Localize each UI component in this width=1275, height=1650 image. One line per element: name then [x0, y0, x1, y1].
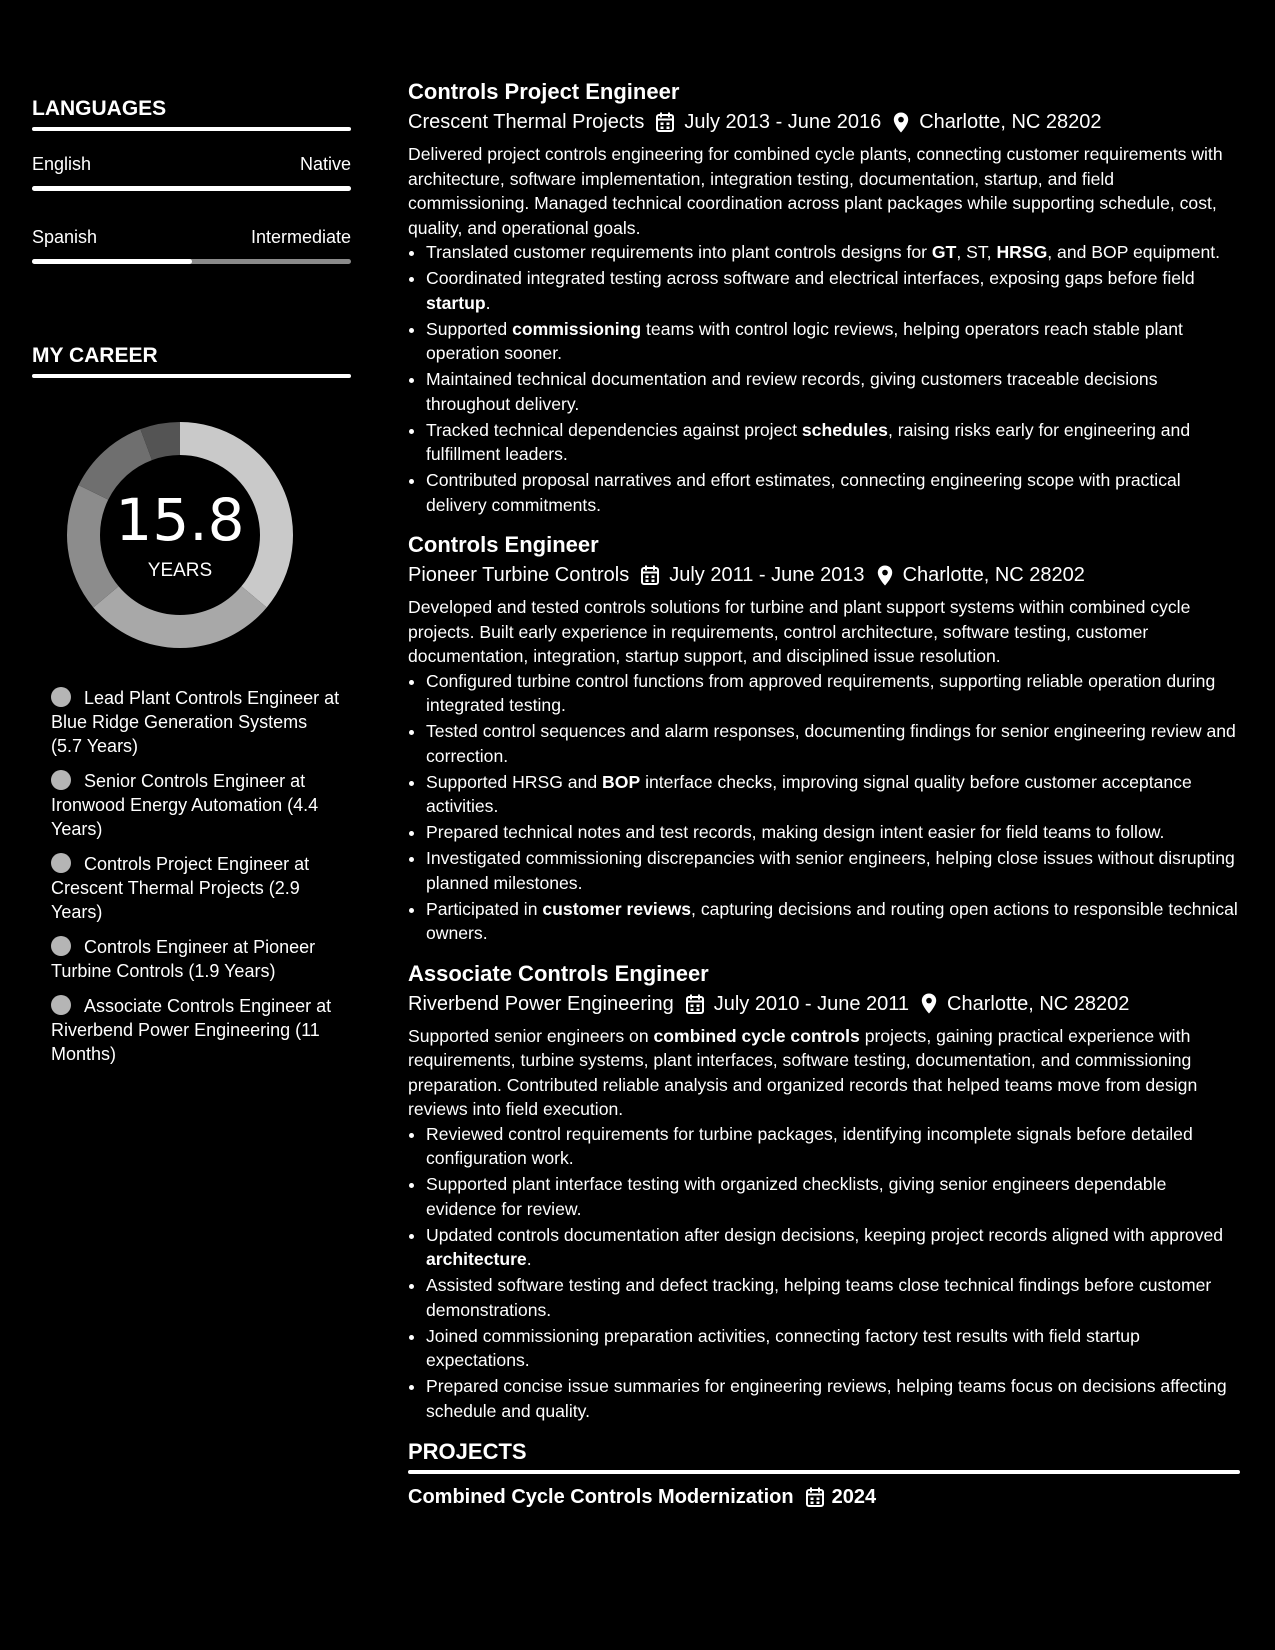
location-pin-icon [893, 112, 909, 133]
career-role-text: Lead Plant Controls Engineer at Blue Ridge Generation Systems (5.7 Years) [51, 688, 340, 756]
job-description: Delivered project controls engineering for combined cycle plants, connecting customer requirements with architecture, software implementation, integration testing, documentation, startup, and field commissioning. Managed technical coordination across plant packages while supporting schedule, cost, quality, and operational goals. [408, 144, 1223, 238]
language-item [32, 153, 351, 191]
career-role-text: Controls Engineer at Pioneer Turbine Controls (1.9 Years) [51, 937, 316, 981]
job-bullet: • Prepared concise issue summaries for engineering reviews, helping teams focus on decisions affecting schedule and quality. [426, 1374, 1240, 1423]
project-name: Combined Cycle Controls Modernization [408, 1486, 794, 1508]
language-proficiency-bar [32, 259, 351, 264]
job-bullet: • Assisted software testing and defect tracking, helping teams close technical findings before customer demonstrations. [426, 1273, 1240, 1322]
job-bullets [408, 669, 1240, 946]
job-description: Supported senior engineers on combined cycle controls projects, gaining practical experience with requirements, turbine systems, plant interfaces, software testing, documentation, and commissioning preparation. Contributed reliable analysis and organized records that helped teams move from design reviews into field execution. [408, 1025, 1198, 1119]
calendar-icon [806, 1487, 824, 1507]
career-role-item [51, 686, 341, 758]
legend-dot [51, 853, 71, 873]
language-proficiency-bar [32, 186, 351, 191]
language-name: English [32, 154, 92, 174]
job-description: Developed and tested controls solutions for turbine and plant support systems within combined cycle projects. Built early experience in requirements, control architecture, software testing, customer documentation, integration, startup support, and disciplined issue resolution. [408, 597, 1191, 666]
job-meta [408, 107, 1240, 137]
projects-heading: PROJECTS [408, 1439, 527, 1464]
language-item [32, 226, 351, 264]
career-total-unit: YEARS [147, 560, 213, 581]
languages-list [32, 153, 351, 264]
job-bullet: • Investigated commissioning discrepancies with senior engineers, helping close issues without disrupting planned milestones. [426, 846, 1240, 895]
job-dates: July 2011 - June 2013 [669, 564, 865, 586]
language-proficiency-fill [32, 259, 192, 264]
main-content [408, 78, 1240, 1512]
job-bullets [408, 240, 1240, 517]
job-location: Charlotte, NC 28202 [919, 111, 1102, 133]
calendar-icon [656, 112, 674, 132]
job-bullet: • Reviewed control requirements for turbine packages, identifying incomplete signals before detailed configuration work. [426, 1122, 1240, 1171]
job-title: Controls Engineer [408, 532, 599, 557]
job-bullet: • Translated customer requirements into plant controls designs for GT, ST, HRSG, and BOP equipment. [426, 240, 1240, 265]
career-divider [32, 374, 351, 378]
career-role-text: Senior Controls Engineer at Ironwood Energy Automation (4.4 Years) [51, 771, 319, 839]
experience-entry [408, 960, 1240, 1424]
location-pin-icon [877, 565, 893, 586]
language-level: Intermediate [250, 227, 351, 247]
legend-dot [51, 770, 71, 790]
career-role-item [51, 852, 341, 924]
company-name: Pioneer Turbine Controls [408, 564, 630, 586]
language-name: Spanish [32, 227, 98, 247]
location-pin-icon [921, 993, 937, 1014]
job-bullet: • Maintained technical documentation and review records, giving customers traceable decisions throughout delivery. [426, 367, 1240, 416]
career-donut-chart [65, 420, 295, 650]
experience-entry [408, 78, 1240, 517]
language-proficiency-fill [32, 186, 351, 191]
company-name: Riverbend Power Engineering [408, 992, 674, 1015]
job-bullet: • Participated in customer reviews, capturing decisions and routing open actions to responsible technical owners. [426, 897, 1240, 946]
job-meta [408, 989, 1240, 1019]
calendar-icon [641, 565, 659, 585]
languages-heading: LANGUAGES [32, 97, 167, 120]
career-role-text: Controls Project Engineer at Crescent Thermal Projects (2.9 Years) [51, 854, 310, 922]
job-bullet: • Supported plant interface testing with organized checklists, giving senior engineers dependable evidence for review. [426, 1172, 1240, 1221]
career-total-value: 15.8 [115, 486, 245, 554]
job-bullet: • Coordinated integrated testing across software and electrical interfaces, exposing gaps before field startup. [426, 266, 1240, 315]
projects-divider [408, 1470, 1240, 1474]
calendar-icon [686, 994, 704, 1014]
language-row [32, 153, 351, 175]
language-row [32, 226, 351, 248]
job-bullet: • Tested control sequences and alarm responses, documenting findings for senior engineering review and correction. [426, 719, 1240, 768]
job-dates: July 2010 - June 2011 [713, 992, 910, 1015]
sidebar [32, 93, 351, 1077]
job-dates: July 2013 - June 2016 [684, 111, 882, 133]
career-role-item [51, 769, 341, 841]
language-level: Native [299, 154, 351, 174]
job-bullet: • Updated controls documentation after design decisions, keeping project records aligned with approved architecture. [426, 1223, 1240, 1272]
project-item [408, 1482, 1240, 1512]
job-title: Controls Project Engineer [408, 79, 680, 104]
job-location: Charlotte, NC 28202 [947, 992, 1130, 1015]
experience-entry [408, 531, 1240, 946]
job-location: Charlotte, NC 28202 [902, 564, 1085, 586]
career-role-list [51, 686, 341, 1066]
languages-divider [32, 127, 351, 131]
job-bullets [408, 1122, 1240, 1424]
career-heading: MY CAREER [32, 344, 158, 367]
career-role-text: Associate Controls Engineer at Riverbend Power Engineering (11 Months) [51, 996, 332, 1064]
projects-list [408, 1482, 1240, 1512]
job-title: Associate Controls Engineer [408, 960, 709, 986]
legend-dot [51, 687, 71, 707]
legend-dot [51, 995, 71, 1015]
company-name: Crescent Thermal Projects [408, 111, 645, 133]
career-role-item [51, 994, 341, 1066]
project-year: 2024 [831, 1486, 877, 1508]
job-bullet: • Prepared technical notes and test records, making design intent easier for field teams to follow. [426, 820, 1240, 845]
job-bullet: • Configured turbine control functions from approved requirements, supporting reliable operation during integrated testing. [426, 669, 1240, 718]
career-role-item [51, 935, 341, 983]
projects-section [408, 1437, 1240, 1512]
job-bullet: • Joined commissioning preparation activities, connecting factory test results with field startup expectations. [426, 1324, 1240, 1373]
job-bullet: • Tracked technical dependencies against project schedules, raising risks early for engineering and fulfillment leaders. [426, 418, 1240, 467]
experience-list [408, 78, 1240, 1423]
job-bullet: • Contributed proposal narratives and effort estimates, connecting engineering scope with practical delivery commitments. [426, 468, 1240, 517]
legend-dot [51, 936, 71, 956]
job-meta [408, 560, 1240, 590]
job-bullet: • Supported HRSG and BOP interface checks, improving signal quality before customer acceptance activities. [426, 770, 1240, 819]
job-bullet: • Supported commissioning teams with control logic reviews, helping operators reach stable plant operation sooner. [426, 317, 1240, 366]
